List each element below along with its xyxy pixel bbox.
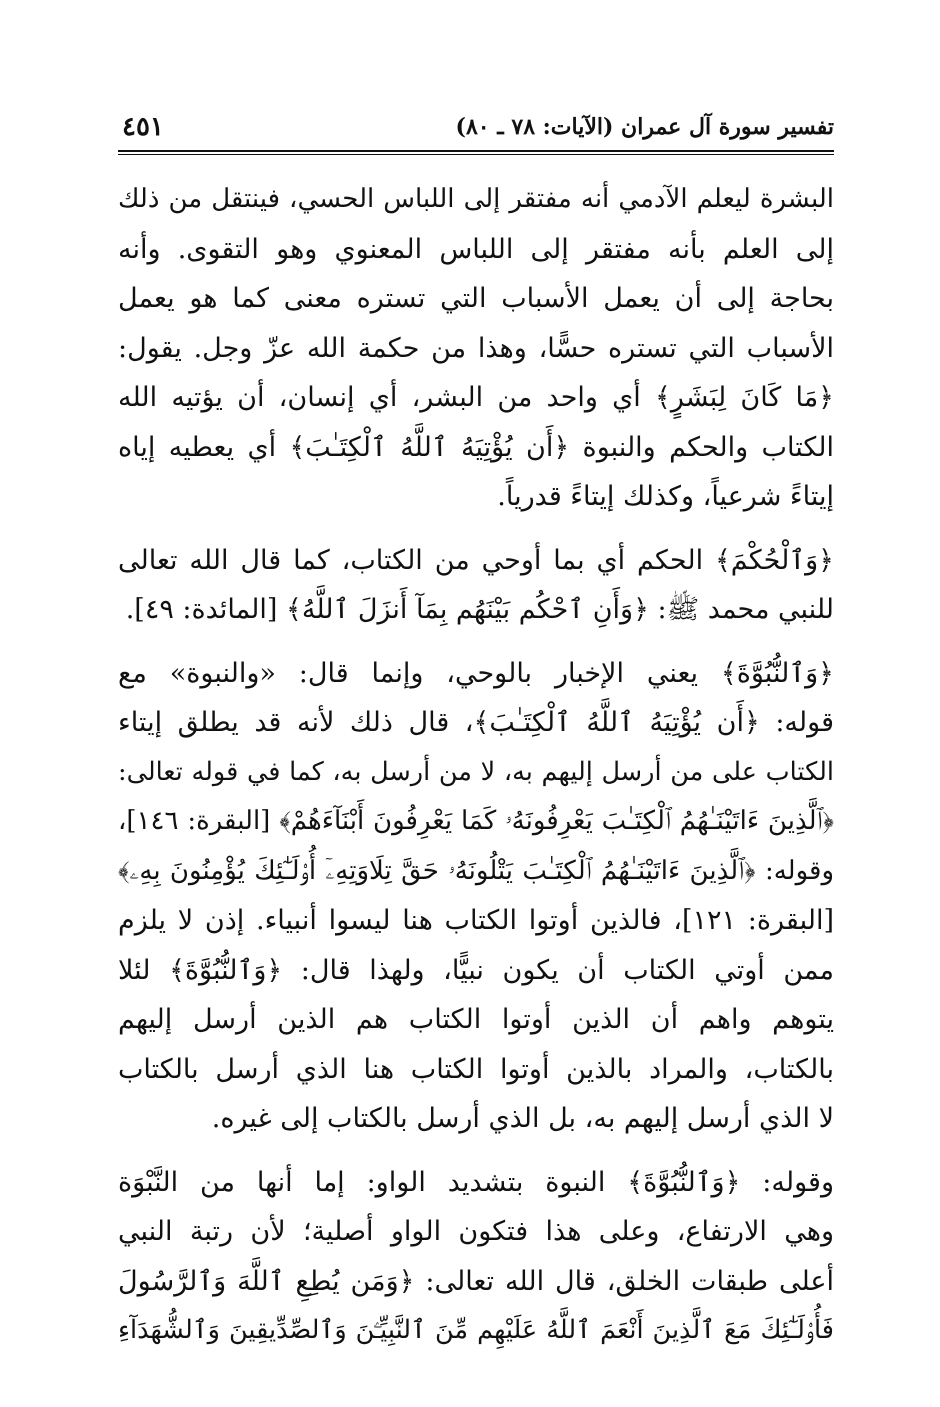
text-line: أعلى طبقات الخلق، قال الله تعالى: ﴿وَمَن يُطِعِ ٱللَّهَ وَٱلرَّسُولَ	[118, 1265, 834, 1297]
header-rule	[118, 150, 834, 155]
page-body	[118, 175, 834, 1356]
text-line: فَأُو۟لَـٰٓئِكَ مَعَ ٱلَّذِينَ أَنْعَمَ ٱللَّهُ عَلَيْهِم مِّنَ ٱلنَّبِيِّـۧنَ وَٱلصِّدِّيقِينَ وَٱلشُّهَدَآءِ	[118, 1315, 834, 1345]
paragraph-2	[118, 536, 834, 635]
text-line: بالكتاب، والمراد بالذين أوتوا الكتاب هنا الذي أرسل بالكتاب	[118, 1053, 834, 1085]
text-line: للنبي محمد ﷺ: ﴿وَأَنِ ٱحْكُم بَيْنَهُم بِمَآ أَنزَلَ ٱللَّهُ﴾ [المائدة: ٤٩].	[125, 594, 834, 625]
page-number: ٤٥١	[122, 112, 164, 142]
text-line: ﴿وَٱلنُّبُوَّةَ﴾ يعني الإخبار بالوحي، وإنما قال: «والنبوة» مع	[118, 657, 834, 689]
text-line: الكتاب على من أرسل إليهم به، لا من أرسل به، كما في قوله تعالى:	[118, 756, 834, 787]
text-line: يتوهم واهم أن الذين أوتوا الكتاب هم الذين أرسل إليهم	[118, 1004, 834, 1035]
book-page	[118, 88, 834, 1368]
text-line: ﴿ٱلَّذِينَ ءَاتَيْنَـٰهُمُ ٱلْكِتَـٰبَ يَعْرِفُونَهُۥ كَمَا يَعْرِفُونَ أَبْنَآءَهُمْ﴾ [البقرة: ١٤٦]،	[118, 806, 834, 836]
text-line: لا الذي أرسل إليهم به، بل الذي أرسل بالكتاب إلى غيره.	[211, 1103, 834, 1134]
paragraph-3	[118, 649, 834, 1144]
text-line: وقوله: ﴿ٱلَّذِينَ ءَاتَيْنَـٰهُمُ ٱلْكِتَـٰبَ يَتْلُونَهُۥ حَقَّ تِلَاوَتِهِۦٓ أُو۟لَـٰٓئِكَ يُؤْمِنُونَ بِهِۦ﴾	[118, 855, 834, 886]
text-line: قوله: ﴿أَن يُؤْتِيَهُ ٱللَّهُ ٱلْكِتَـٰبَ﴾، قال ذلك لأنه قد يطلق إيتاء	[118, 707, 834, 738]
text-line: إلى العلم بأنه مفتقر إلى اللباس المعنوي وهو التقوى. وأنه	[118, 233, 834, 265]
text-line: الكتاب والحكم والنبوة ﴿أَن يُؤْتِيَهُ ٱللَّهُ ٱلْكِتَـٰبَ﴾ أي يعطيه إياه	[118, 431, 834, 463]
running-title: تفسير سورة آل عمران (الآيات: ٧٨ ـ ٨٠)	[455, 114, 834, 140]
text-line: وهي الارتفاع، وعلى هذا فتكون الواو أصلية؛ لأن رتبة النبي	[118, 1216, 834, 1247]
text-line: ﴿وَٱلْحُكْمَ﴾ الحكم أي بما أوحي من الكتاب، كما قال الله تعالى	[118, 544, 834, 576]
text-line: البشرة ليعلم الآدمي أنه مفتقر إلى اللباس الحسي، فينتقل من ذلك	[118, 184, 834, 214]
paragraph-1	[118, 175, 834, 522]
text-line: ممن أوتي الكتاب أن يكون نبيًّا، ولهذا قال: ﴿وَٱلنُّبُوَّةَ﴾ لئلا	[118, 954, 834, 986]
paragraph-4	[118, 1158, 834, 1356]
text-line: إيتاءً شرعياً، وكذلك إيتاءً قدرياً.	[497, 481, 834, 512]
text-line: وقوله: ﴿وَٱلنُّبُوَّةَ﴾ النبوة بتشديد الواو: إما أنها من النَّبْوَة	[118, 1166, 834, 1198]
text-line: بحاجة إلى أن يعمل الأسباب التي تستره معنى كما هو يعمل	[118, 283, 834, 314]
text-line: ﴿مَا كَانَ لِبَشَرٍ﴾ أي واحد من البشر، أي إنسان، أن يؤتيه الله	[118, 382, 834, 413]
page-header	[118, 88, 834, 148]
text-line: [البقرة: ١٢١]، فالذين أوتوا الكتاب هنا ليسوا أنبياء. إذن لا يلزم	[118, 905, 835, 936]
text-line: الأسباب التي تستره حسًّا، وهذا من حكمة الله عزّ وجل. يقول:	[118, 332, 834, 364]
